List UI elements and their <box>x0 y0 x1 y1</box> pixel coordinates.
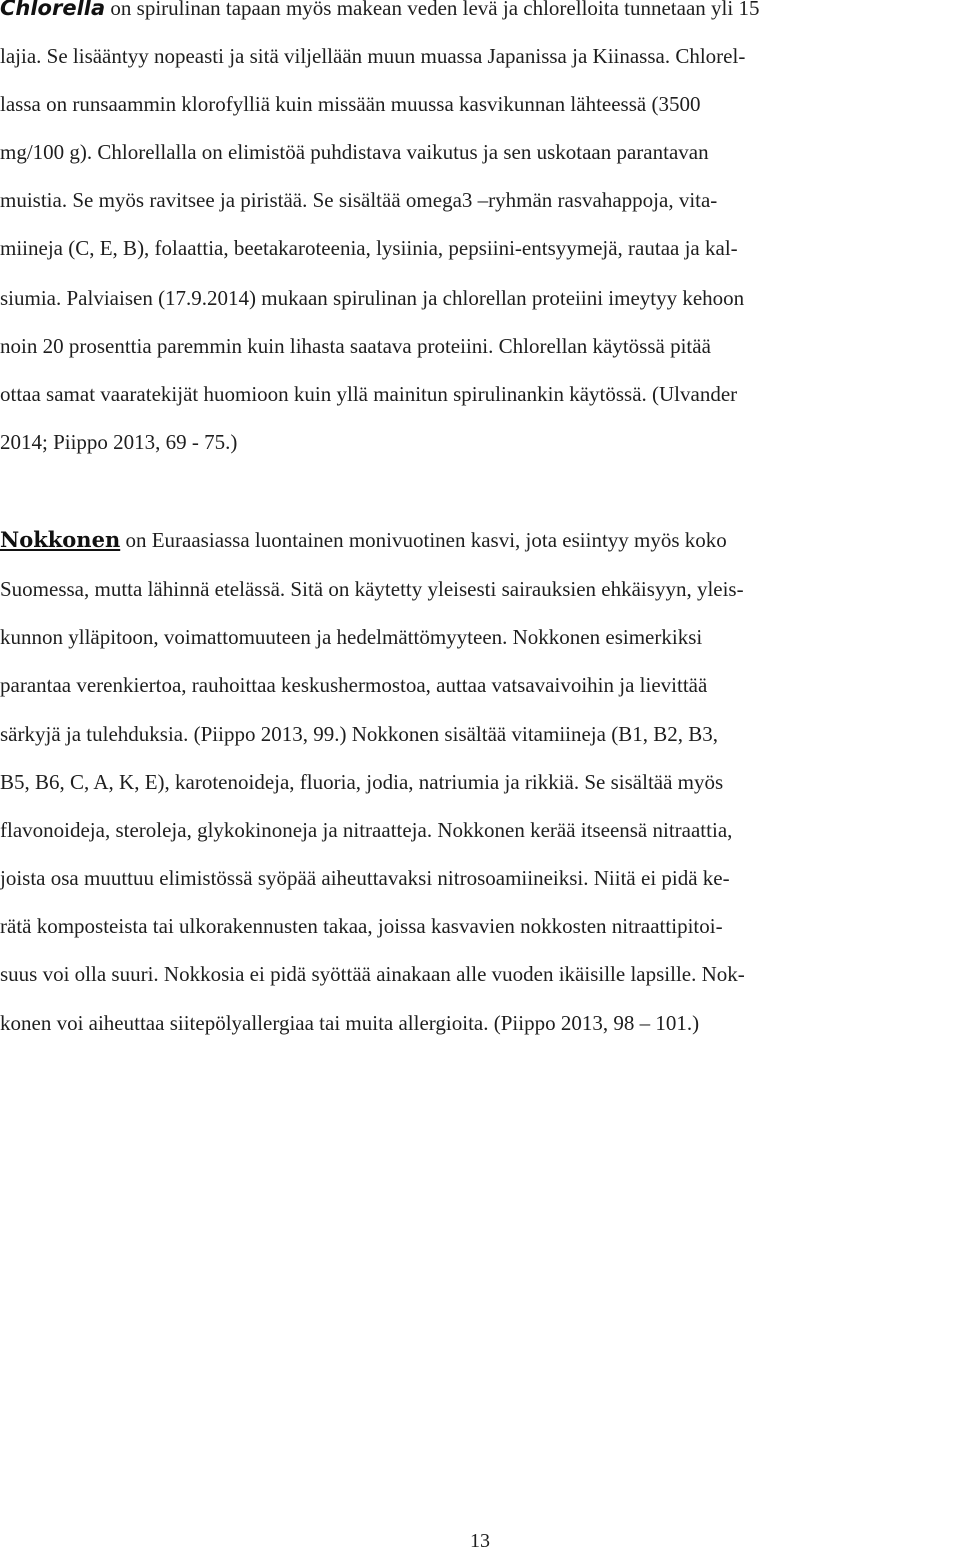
text-line: parantaa verenkiertoa, rauhoittaa keskushermostoa, auttaa vatsavaivoihin ja lievittää <box>0 673 708 697</box>
text-line: mg/100 g). Chlorellalla on elimistöä puhdistava vaikutus ja sen uskotaan parantavan <box>0 140 709 164</box>
text-line: flavonoideja, steroleja, glykokinoneja ja nitraatteja. Nokkonen kerää itseensä nitraattia, <box>0 818 733 842</box>
text-line: 2014; Piippo 2013, 69 - 75.) <box>0 430 238 454</box>
term-nokkonen: Nokkonen <box>0 527 121 552</box>
text-line: lassa on runsaammin klorofylliä kuin missään muussa kasvikunnan lähteessä (3500 <box>0 92 701 116</box>
text-line: muistia. Se myös ravitsee ja piristää. Se sisältää omega3 –ryhmän rasvahappoja, vita- <box>0 188 718 212</box>
line-text: on spirulinan tapaan myös makean veden levä ja chlorelloita tunnetaan yli 15 <box>105 0 760 20</box>
text-line: siumia. Palviaisen (17.9.2014) mukaan spirulinan ja chlorellan proteiini imeytyy kehoon <box>0 286 745 310</box>
text-line: lajia. Se lisääntyy nopeasti ja sitä viljellään muun muassa Japanissa ja Kiinassa. Chlorel- <box>0 44 746 68</box>
text-line: suus voi olla suuri. Nokkosia ei pidä syöttää ainakaan alle vuoden ikäisille lapsille. Nok- <box>0 962 745 986</box>
text-line: kunnon ylläpitoon, voimattomuuteen ja hedelmättömyyteen. Nokkonen esimerkiksi <box>0 625 703 649</box>
line-text: on Euraasiassa luontainen monivuotinen kasvi, jota esiintyy myös koko <box>120 528 727 552</box>
text-line: joista osa muuttuu elimistössä syöpää aiheuttavaksi nitrosoamiineiksi. Niitä ei pidä ke- <box>0 866 730 890</box>
text-line <box>0 528 727 552</box>
text-line: konen voi aiheuttaa siitepölyallergiaa tai muita allergioita. (Piippo 2013, 98 – 101.) <box>0 1011 700 1035</box>
text-line: B5, B6, C, A, K, E), karotenoideja, fluoria, jodia, natriumia ja rikkiä. Se sisältää myös <box>0 770 724 794</box>
text-line: ottaa samat vaaratekijät huomioon kuin yllä mainitun spirulinankin käytössä. (Ulvander <box>0 382 738 406</box>
text-line <box>0 0 759 20</box>
text-line: miineja (C, E, B), folaattia, beetakaroteenia, lysiinia, pepsiini-entsyymejä, rautaa ja kal- <box>0 236 738 260</box>
text-line: särkyjä ja tulehduksia. (Piippo 2013, 99.) Nokkonen sisältää vitamiineja (B1, B2, B3, <box>0 722 718 746</box>
page-number: 13 <box>470 1530 490 1552</box>
text-line: rätä komposteista tai ulkorakennusten takaa, joissa kasvavien nokkosten nitraattipitoi- <box>0 914 723 938</box>
text-line: noin 20 prosenttia paremmin kuin lihasta saatava proteiini. Chlorellan käytössä pitää <box>0 334 711 358</box>
term-chlorella: Chlorella <box>0 0 106 20</box>
text-line: Suomessa, mutta lähinnä etelässä. Sitä on käytetty yleisesti sairauksien ehkäisyyn, yleis- <box>0 577 744 601</box>
